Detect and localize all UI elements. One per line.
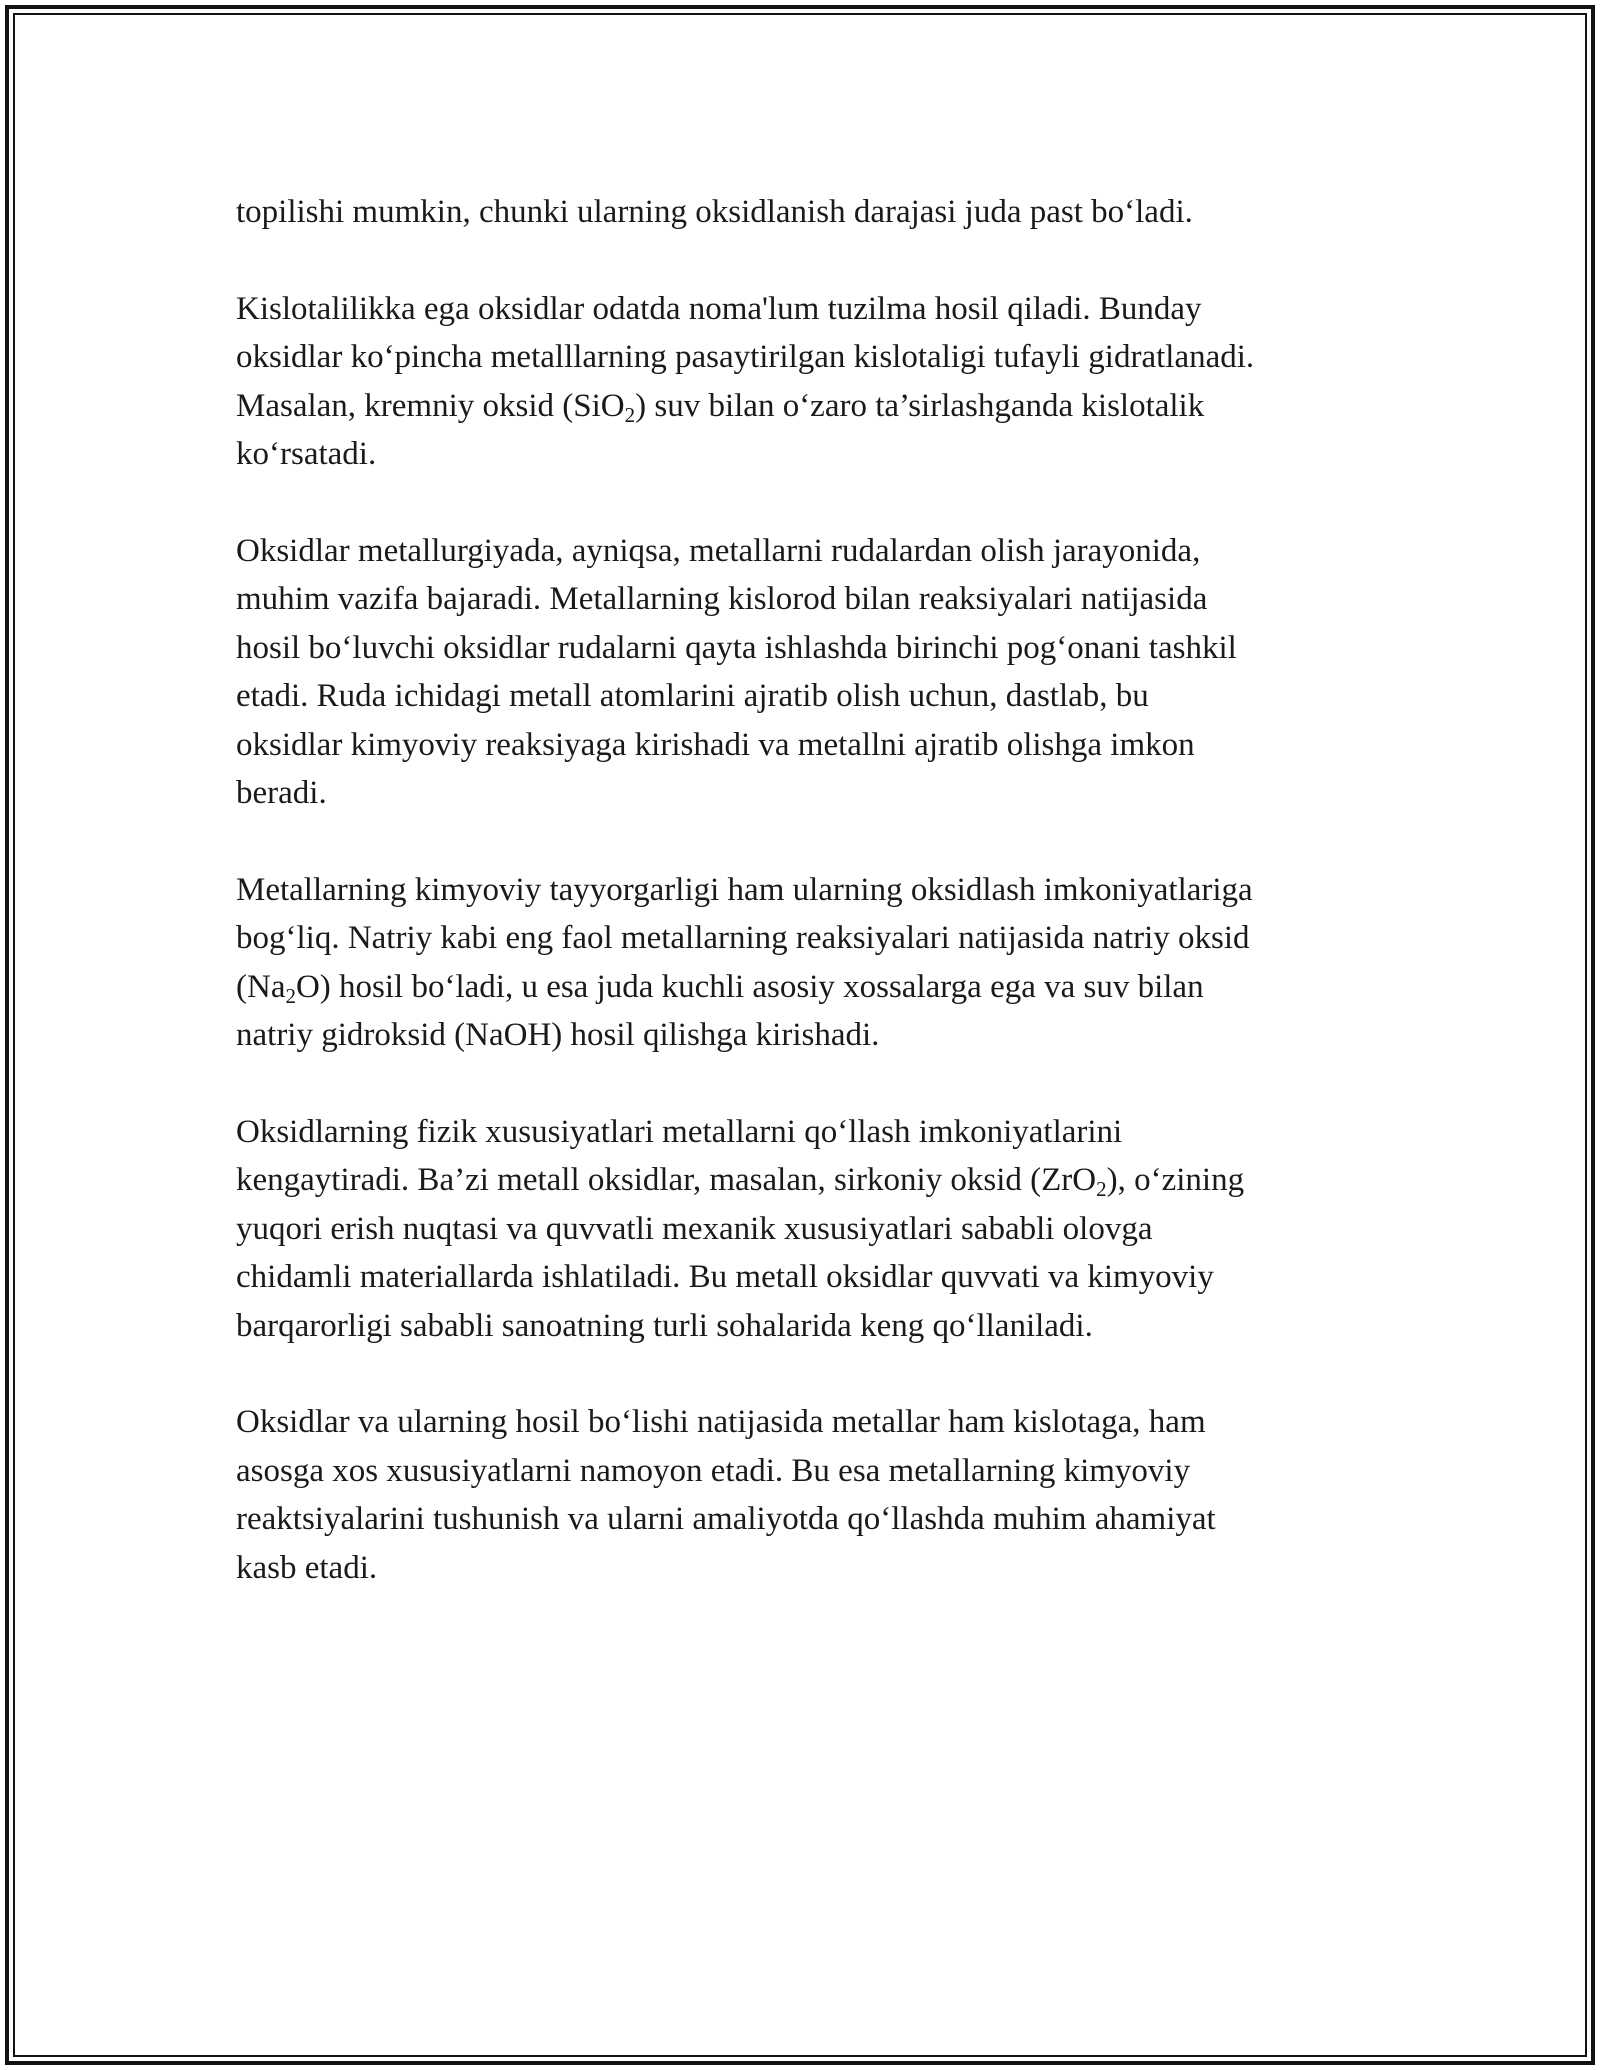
text-line: ko‘rsatadi. [236, 436, 377, 472]
subscript: 2 [624, 402, 636, 427]
text-line: bog‘liq. Natriy kabi eng faol metallarning reaksiyalari natijasida natriy oksid [236, 920, 1250, 956]
subscript: 2 [285, 983, 296, 1008]
text-line: etadi. Ruda ichidagi metall atomlarini ajratib olish uchun, dastlab, bu [236, 678, 1149, 714]
document-body [236, 188, 1386, 1640]
paragraph [236, 527, 1386, 818]
text-line: $(Na_2O)$ hosil bo‘ladi, u esa juda kuchli asosiy xossalarga ega va suv bilan [236, 968, 1204, 1008]
text-line: Metallarning kimyoviy tayyorgarligi ham ularning oksidlash imkoniyatlariga [236, 871, 1253, 908]
text-line: topilishi mumkin, chunki ularning oksidlanish darajasi juda past bo‘ladi. [236, 194, 1193, 230]
text-line: hosil bo‘luvchi oksidlar rudalarni qayta ishlashda birinchi pog‘onani tashkil [236, 629, 1237, 666]
text-line: kasb etadi. [236, 1549, 378, 1586]
text-line: oksidlar ko‘pincha metalllarning pasaytirilgan kislotaligi tufayli gidratlanadi. [236, 339, 1255, 375]
paragraph [236, 1108, 1386, 1351]
text-line: muhim vazifa bajaradi. Metallarning kislorod bilan reaksiyalari natijasida [236, 581, 1208, 617]
text-line: Masalan, kremniy oksid (SiO$_2$) suv bilan o‘zaro ta’sirlashganda kislotalik [236, 387, 1205, 427]
text-line: beradi. [236, 775, 327, 811]
text-line: yuqori erish nuqtasi va quvvatli mexanik xususiyatlari sababli olovga [236, 1210, 1153, 1247]
text-line: Oksidlar va ularning hosil bo‘lishi natijasida metallar ham kislotaga, ham [236, 1404, 1206, 1440]
text-line: chidamli materiallarda ishlatiladi. Bu metall oksidlar quvvati va kimyoviy [236, 1259, 1214, 1295]
paragraph [236, 285, 1386, 479]
text-line: Oksidlarning fizik xususiyatlari metallarni qo‘llash imkoniyatlarini [236, 1113, 1123, 1150]
text-line: asosga xos xususiyatlarni namoyon etadi. Bu esa metallarning kimyoviy [236, 1452, 1191, 1489]
text-line: reaktsiyalarini tushunish va ularni amaliyotda qo‘llashda muhim ahamiyat [236, 1501, 1216, 1537]
text-line: natriy gidroksid (NaOH) hosil qilishga kirishadi. [236, 1017, 880, 1053]
paragraph [236, 188, 1386, 237]
text-line: Kislotalilikka ega oksidlar odatda noma'lum tuzilma hosil qiladi. Bunday [236, 290, 1202, 327]
text-line: barqarorligi sababli sanoatning turli sohalarida keng qo‘llaniladi. [236, 1307, 1093, 1344]
text-line: kengaytiradi. Ba’zi metall oksidlar, masalan, sirkoniy oksid (ZrO$_2$), o‘zining [236, 1162, 1245, 1201]
text-line: Oksidlar metallurgiyada, ayniqsa, metallarni rudalardan olish jarayonida, [236, 532, 1201, 569]
subscript: 2 [1096, 1177, 1107, 1201]
paragraph [236, 866, 1386, 1060]
text-line: oksidlar kimyoviy reaksiyaga kirishadi va metallni ajratib olishga imkon [236, 726, 1195, 763]
paragraph [236, 1398, 1386, 1592]
